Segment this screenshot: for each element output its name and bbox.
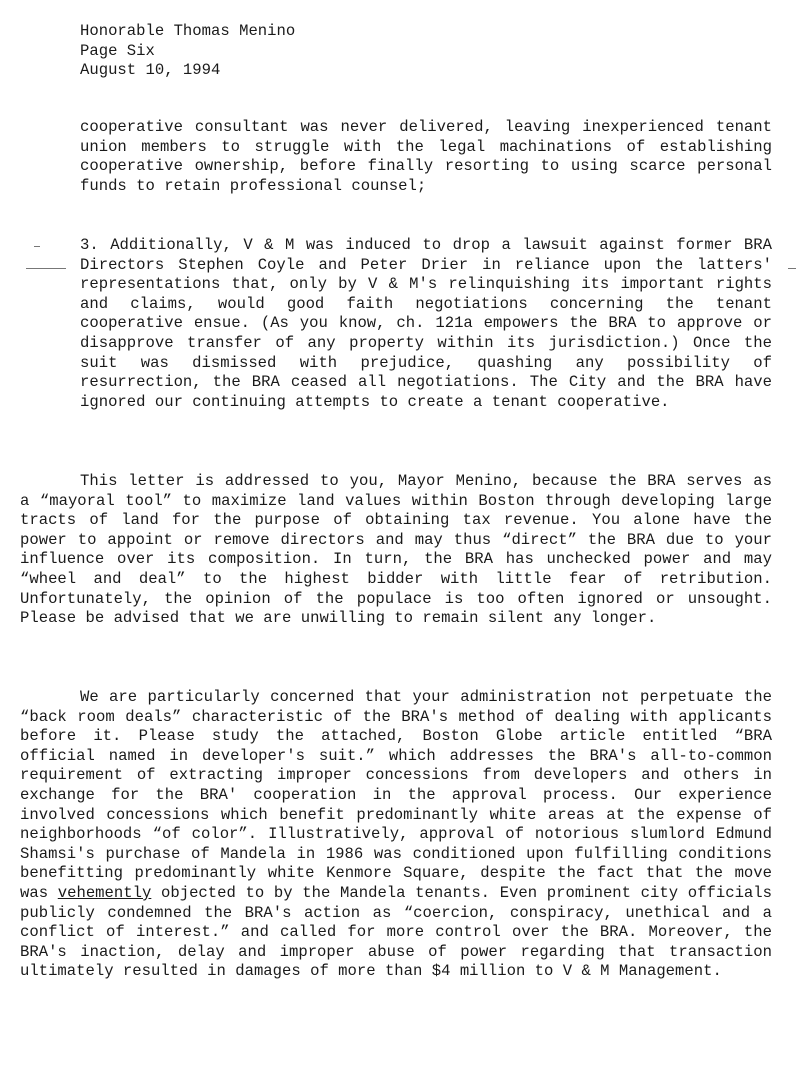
mayor-paragraph: This letter is addressed to you, Mayor Menino, because the BRA serves as a “mayoral tool” to maximize land values within Boston through developing large tracts of land for the purpose of obtaining tax revenue. You alone have the power to appoint or remove directors and may thus “direct” the BRA due to your influence over its composition. In turn, the BRA has unchecked power and may “wheel and deal” to the highest bidder with little fear of retribution. Unfortunately, the opinion of the populace is too often ignored or unsought. Please be advised that we are unwilling to remain silent any longer. <box>20 472 772 628</box>
date-line: August 10, 1994 <box>80 61 221 80</box>
item-3-paragraph: 3. Additionally, V & M was induced to drop a lawsuit against former BRA Directors Stephen Coyle and Peter Drier in reliance upon the latters' representations that, only by V & M's relinquishing its important rights and claims, would good faith negotiations concerning the tenant cooperative ensue. (As you know, ch. 121a empowers the BRA to approve or disapprove transfer of any property within its jurisdiction.) Once the suit was dismissed with prejudice, quashing any possibility of resurrection, the BRA ceased all negotiations. The City and the BRA have ignored our continuing attempts to create a tenant cooperative. <box>80 236 772 411</box>
concerns-text-after: objected to by the Mandela tenants. Even prominent city officials publicly condemned the BRA's action as “coercion, conspiracy, unethical and a conflict of interest.” and called for more control over the BRA. Moreover, the BRA's inaction, delay and improper abuse of power regarding that transaction ultimately resulted in damages of more than $4 million to V & M Management. <box>20 883 772 981</box>
addressee-line: Honorable Thomas Menino <box>80 22 296 40</box>
scan-mark-left-2 <box>26 268 66 269</box>
concerns-text-before: We are particularly concerned that your administration not perpetuate the “back room deals” characteristic of the BRA's method of dealing with applicants before it. Please study the attached, Boston Globe article entitled “BRA official named in developer's suit.” which addresses the BRA's all-to-common requirement of extracting improper concessions from developers and others in exchange for the BRA' cooperation in the approval process. Our experience involved concessions which benefit predominantly white areas at the expense of neighborhoods “of color”. Illustratively, approval of notorious slumlord Edmund Shamsi's purchase of Mandela in 1986 was conditioned upon fulfilling conditions benefitting predominantly white Kenmore Square, despite the fact that the move was <box>20 688 772 902</box>
concerns-paragraph <box>20 688 772 982</box>
underlined-emphasis: vehemently <box>57 883 152 902</box>
continuation-paragraph: cooperative consultant was never delivered, leaving inexperienced tenant union members to struggle with the legal machinations of establishing cooperative ownership, before finally resorting to using scarce personal funds to retain professional counsel; <box>80 118 772 195</box>
scan-mark-left <box>34 246 40 247</box>
page-number-line: Page Six <box>80 41 155 60</box>
scan-mark-right <box>788 268 796 269</box>
letter-header <box>80 22 580 81</box>
